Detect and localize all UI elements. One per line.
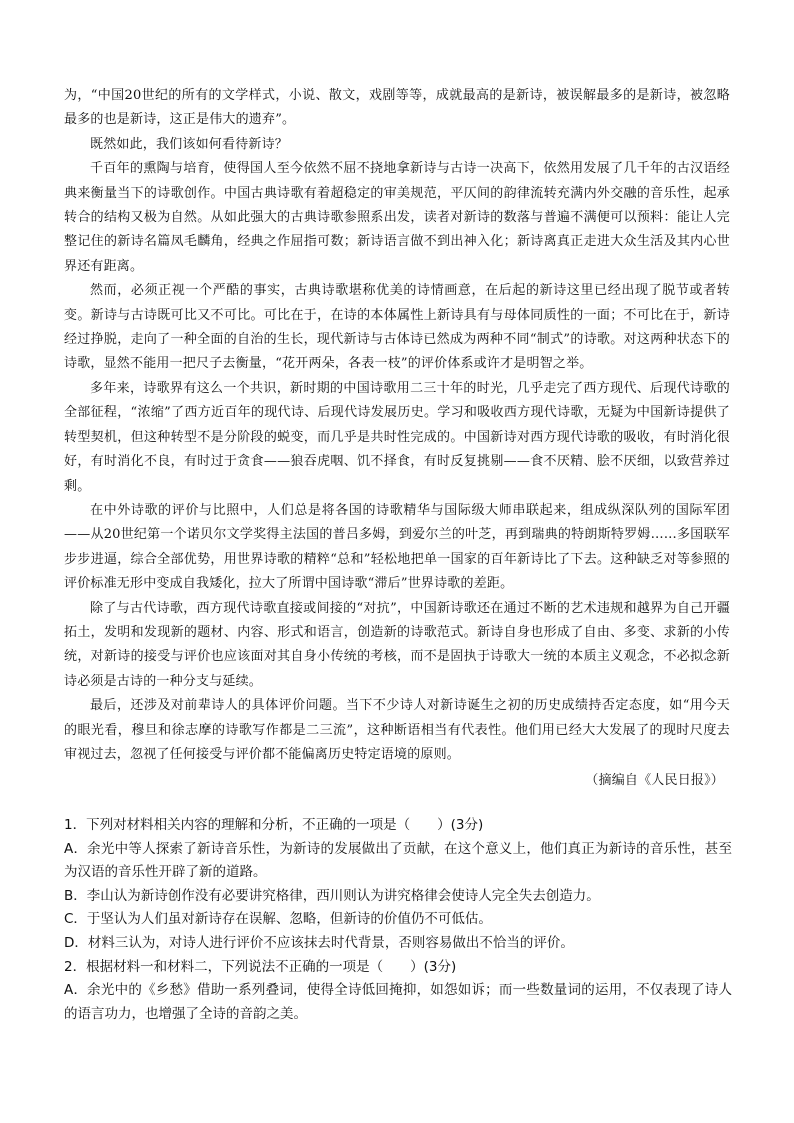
passage-paragraph: 千百年的熏陶与培育，使得国人至今依然不屈不挠地拿新诗与古诗一决高下，依然用发展了几千年的古汉语经典来衡量当下的诗歌创作。中国古典诗歌有着超稳定的审美规范，平仄间的韵律流转充满内外交融的音乐性，起承转合的结构又极为自然。从如此强大的古典诗歌参照系出发，读者对新诗的数落与普遍不满便可以预料：能让人完整记住的新诗名篇凤毛麟角，经典之作屈指可数；新诗语言做不到出神入化；新诗离真正走进大众生活及其内心世界还有距离。 bbox=[64, 161, 730, 274]
passage-paragraph: 为，“中国20世纪的所有的文学样式，小说、散文，戏剧等等，成就最高的是新诗，被误解最多的是新诗，被忽略最多的也是新诗，这正是伟大的遗弃”。 bbox=[64, 88, 730, 128]
passage-paragraph: 然而，必须正视一个严酷的事实，古典诗歌堪称优美的诗情画意，在后起的新诗这里已经出现了脱节或者转变。新诗与古诗既可比又不可比。可比在于，在诗的本体属性上新诗具有与母体同质性的一面；不可比在于，新诗经过挣脱，走向了一种全面的自治的生长，现代新诗与古体诗已然成为两种不同“制式”的诗歌。对这两种状态下的诗歌，显然不能用一把尺子去衡量，“花开两朵，各表一枝”的评价体系或许才是明智之举。 bbox=[64, 283, 730, 372]
answer-option: B．李山认为新诗创作没有必要讲究格律，西川则认为讲究格律会使诗人完全失去创造力。 bbox=[64, 887, 600, 904]
passage-paragraph: 除了与古代诗歌，西方现代诗歌直接或间接的“对抗”，中国新诗歌还在通过不断的艺术违规和越界为自己开疆拓土，发明和发现新的题材、内容、形式和语言，创造新的诗歌范式。新诗自身也形成了自由、多变、求新的小传统，对新诗的接受与评价也应该面对其自身小传统的考核，而不是固执于诗歌大一统的本质主义观念，不必拟念新诗必须是古诗的一种分支与延续。 bbox=[64, 600, 730, 689]
passage-paragraph: 最后，还涉及对前辈诗人的具体评价问题。当下不少诗人对新诗诞生之初的历史成绩持否定态度，如“用今天的眼光看，穆旦和徐志摩的诗歌写作都是二三流”，这种断语相当有代表性。他们用已经大大发展了的现时尺度去审视过去，忽视了任何接受与评价都不能偏离历史特定语境的原则。 bbox=[64, 698, 730, 762]
source-citation: （摘编自《人民日报》） bbox=[585, 773, 724, 789]
answer-option: A．余光中的《乡愁》借助一系列叠词，使得全诗低回掩抑，如怨如诉；而一些数量词的运用，不仅表现了诗人的语言功力，也增强了全诗的音韵之美。 bbox=[64, 982, 732, 1022]
answer-option: C．于坚认为人们虽对新诗存在误解、忽略，但新诗的价值仍不可低估。 bbox=[64, 911, 492, 928]
answer-option: D．材料三认为，对诗人进行评价不应该抹去时代背景，否则容易做出不恰当的评价。 bbox=[64, 934, 574, 951]
reading-passage bbox=[64, 84, 730, 794]
passage-paragraph: 多年来，诗歌界有这么一个共识，新时期的中国诗歌用二三十年的时光，几乎走完了西方现代、后现代诗歌的全部征程，“浓缩”了西方近百年的现代诗、后现代诗发展历史。学习和吸收西方现代诗歌，无疑为中国新诗提供了转型契机，但这种转型不是分阶段的蜕变，而几乎是共时性完成的。中国新诗对西方现代诗歌的吸收，有时消化很好，有时消化不良，有时过于贪食——狼吞虎咽、饥不择食，有时反复挑剔——食不厌精、脍不厌细，以致营养过剩。 bbox=[64, 380, 730, 494]
passage-paragraph: 在中外诗歌的评价与比照中，人们总是将各国的诗歌精华与国际级大师串联起来，组成纵深队列的国际军团——从20世纪第一个诺贝尔文学奖得主法国的普吕多姆，到爱尔兰的叶芝，再到瑞典的特朗斯特罗姆……多国联军步步进逼，综合全部优势，用世界诗歌的精粹“总和”轻松地把单一国家的百年新诗比了下去。这种缺乏对等参照的评价标准无形中变成自我矮化，拉大了所谓中国诗歌“滞后”世界诗歌的差距。 bbox=[64, 502, 730, 592]
question-stem: 1．下列对材料相关内容的理解和分析，不正确的一项是（ ）(3分) bbox=[64, 817, 484, 833]
passage-paragraph: 既然如此，我们该如何看待新诗？ bbox=[90, 136, 289, 152]
question-stem: 2．根据材料一和材料二，下列说法不正确的一项是（ ）(3分) bbox=[64, 958, 457, 975]
answer-option: A．余光中等人探索了新诗音乐性，为新诗的发展做出了贡献，在这个意义上，他们真正为新诗的音乐性，甚至为汉语的音乐性开辟了新的道路。 bbox=[64, 840, 732, 881]
question-section bbox=[64, 814, 732, 1026]
